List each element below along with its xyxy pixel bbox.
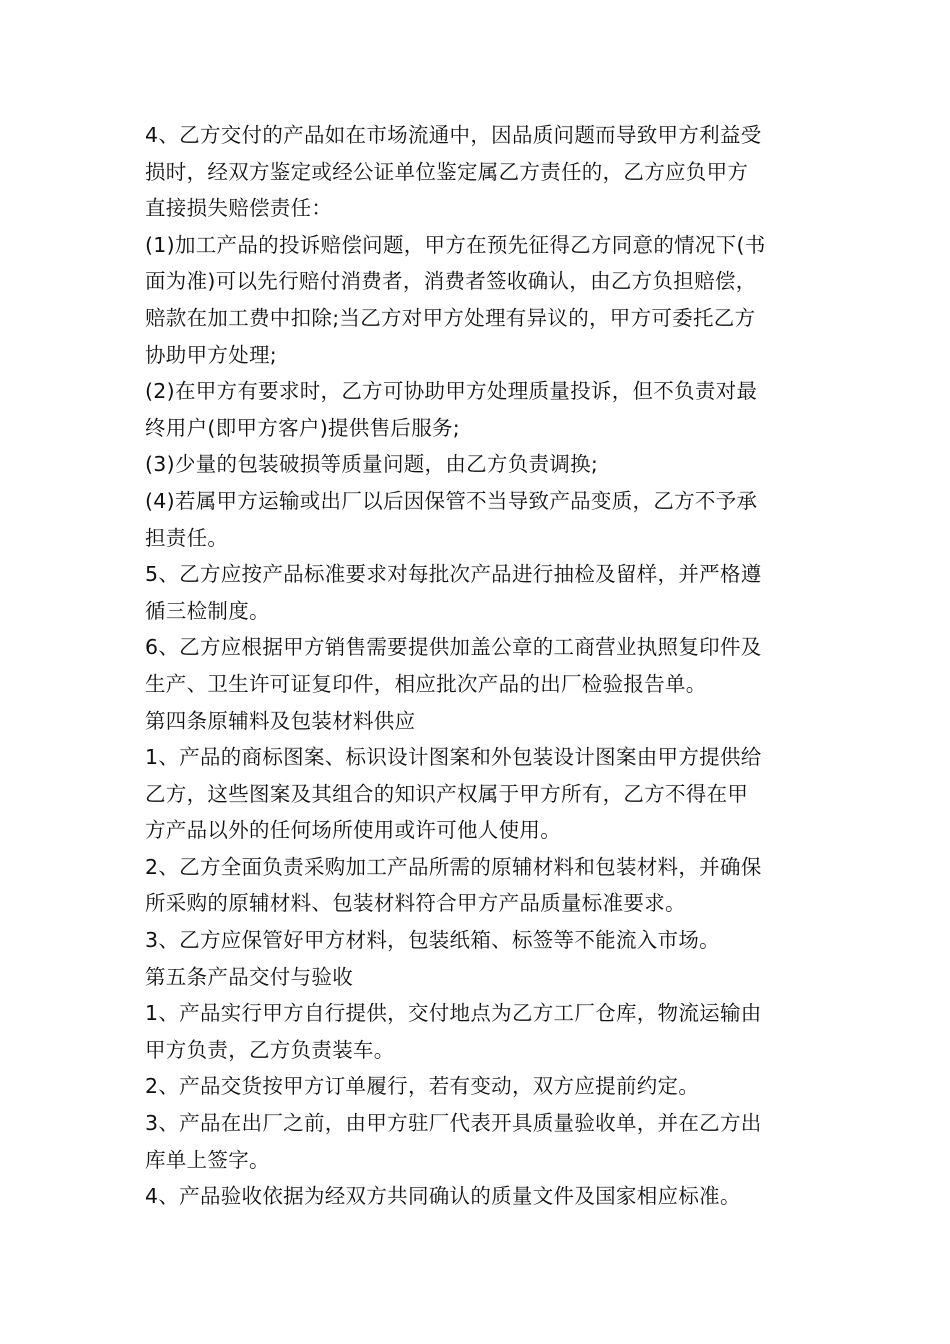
text-line: 所采购的原辅材料、包装材料符合甲方产品质量标准要求。 bbox=[145, 891, 686, 916]
text-line: 方产品以外的任何场所使用或许可他人使用。 bbox=[145, 818, 561, 843]
text-line: 协助甲方处理; bbox=[145, 342, 278, 367]
text-line: 库单上签字。 bbox=[145, 1147, 270, 1172]
text-line: 面为准)可以先行赔付消费者，消费者签收确认，由乙方负担赔偿， bbox=[145, 269, 757, 294]
text-line: 损时，经双方鉴定或经公证单位鉴定属乙方责任的，乙方应负甲方 bbox=[145, 159, 749, 184]
text-line: 循三检制度。 bbox=[145, 598, 270, 623]
text-line: 2、产品交货按甲方订单履行，若有变动，双方应提前约定。 bbox=[145, 1074, 700, 1099]
text-line: 1、产品的商标图案、标识设计图案和外包装设计图案由甲方提供给 bbox=[145, 745, 762, 770]
text-line: 3、产品在出厂之前，由甲方驻厂代表开具质量验收单，并在乙方出 bbox=[145, 1111, 762, 1136]
text-line: (1)加工产品的投诉赔偿问题，甲方在预先征得乙方同意的情况下(书 bbox=[145, 232, 766, 257]
text-line: 乙方，这些图案及其组合的知识产权属于甲方所有，乙方不得在甲 bbox=[145, 781, 749, 806]
text-line: 担责任。 bbox=[145, 525, 229, 550]
section-heading: 第四条原辅料及包装材料供应 bbox=[145, 708, 416, 733]
text-line: 3、乙方应保管好甲方材料，包装纸箱、标签等不能流入市场。 bbox=[145, 928, 720, 953]
text-line: 终用户(即甲方客户)提供售后服务; bbox=[145, 415, 461, 440]
document-body bbox=[145, 117, 810, 1215]
section-heading: 第五条产品交付与验收 bbox=[145, 964, 353, 989]
text-line: (3)少量的包装破损等质量问题，由乙方负责调换; bbox=[145, 452, 599, 477]
text-line: 生产、卫生许可证复印件，相应批次产品的出厂检验报告单。 bbox=[145, 671, 707, 696]
text-line: (4)若属甲方运输或出厂以后因保管不当导致产品变质，乙方不予承 bbox=[145, 488, 758, 513]
text-line: 2、乙方全面负责采购加工产品所需的原辅材料和包装材料，并确保 bbox=[145, 854, 762, 879]
text-line: 赔款在加工费中扣除;当乙方对甲方处理有异议的，甲方可委托乙方 bbox=[145, 305, 756, 330]
text-line: (2)在甲方有要求时，乙方可协助甲方处理质量投诉，但不负责对最 bbox=[145, 379, 758, 404]
text-line: 直接损失赔偿责任： bbox=[145, 196, 333, 221]
text-line: 5、乙方应按产品标准要求对每批次产品进行抽检及留样，并严格遵 bbox=[145, 562, 762, 587]
text-line: 4、产品验收依据为经双方共同确认的质量文件及国家相应标准。 bbox=[145, 1184, 741, 1209]
text-line: 4、乙方交付的产品如在市场流通中，因品质问题而导致甲方利益受 bbox=[145, 123, 762, 147]
text-line: 6、乙方应根据甲方销售需要提供加盖公章的工商营业执照复印件及 bbox=[145, 635, 762, 660]
text-line: 甲方负责，乙方负责装车。 bbox=[145, 1037, 395, 1062]
text-line: 1、产品实行甲方自行提供，交付地点为乙方工厂仓库，物流运输由 bbox=[145, 1001, 762, 1026]
